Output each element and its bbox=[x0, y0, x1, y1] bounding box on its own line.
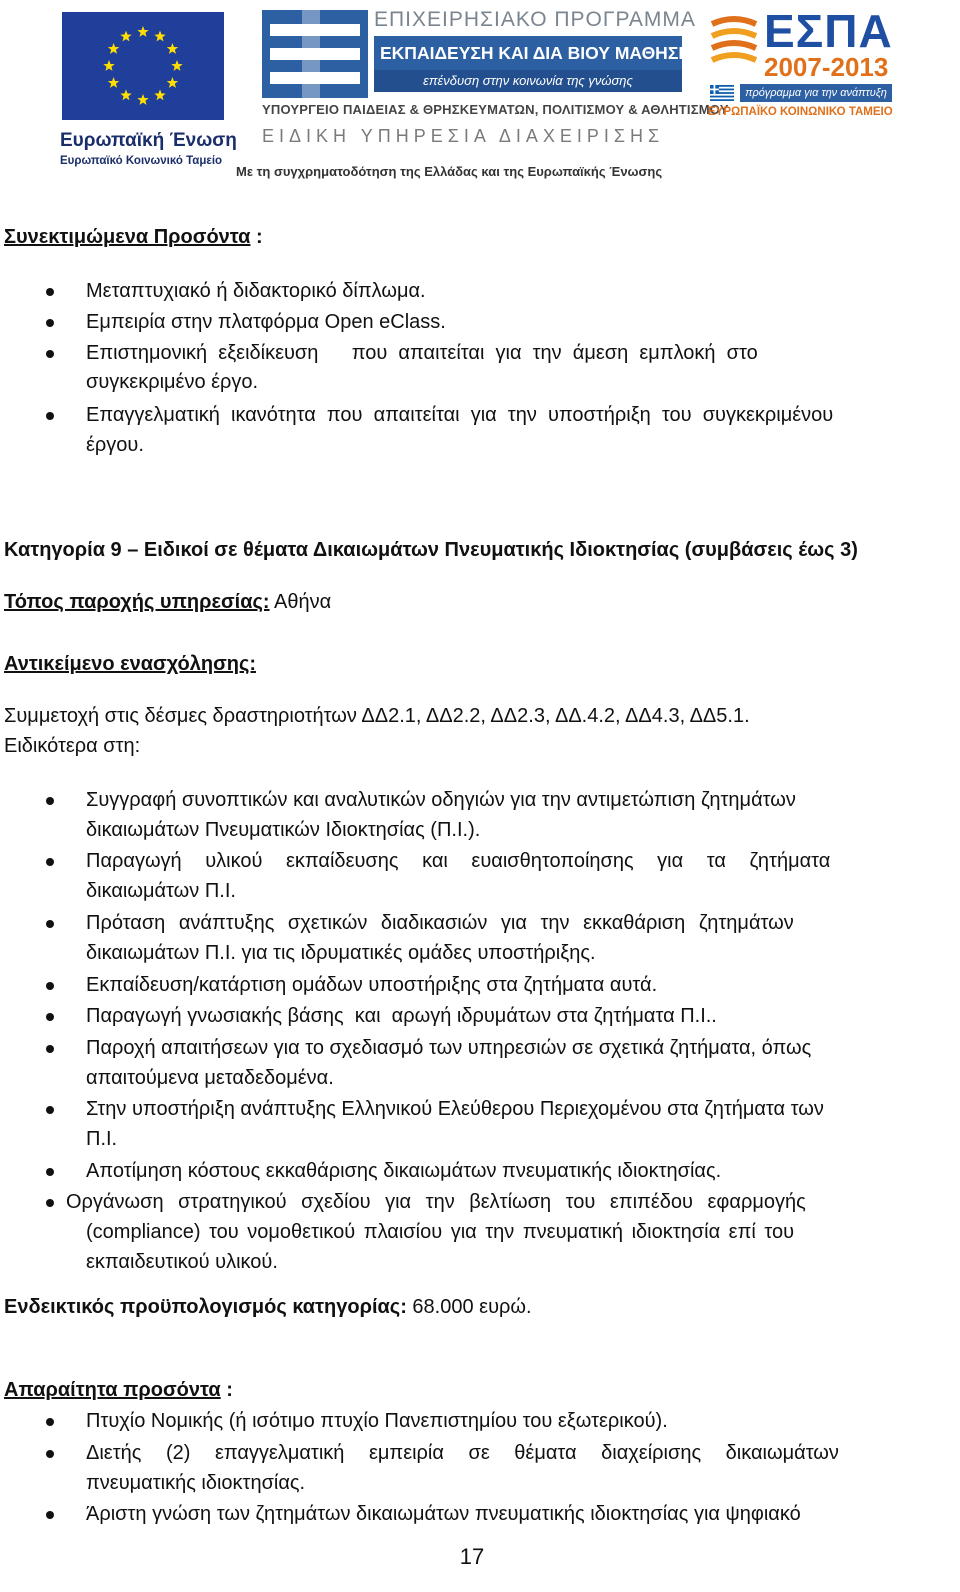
page-number: 17 bbox=[459, 1544, 485, 1569]
ministry-name: ΥΠΟΥΡΓΕΙΟ ΠΑΙΔΕΙΑΣ & ΘΡΗΣΚΕΥΜΑΤΩΝ, ΠΟΛΙΤΙΣΜΟΥ & ΑΘΛΗΤΙΣΜΟΥ bbox=[262, 102, 729, 117]
bullet-icon bbox=[46, 797, 54, 805]
task-item: Παραγωγή γνωσιακής βάσης και αρωγή ιδρυμάτων στα ζητήματα Π.Ι.. bbox=[86, 1005, 717, 1027]
task-item-continuation: δικαιωμάτων Π.Ι. για τις ιδρυματικές ομάδες υποστήριξης. bbox=[86, 942, 596, 964]
eu-fund: Ευρωπαϊκό Κοινωνικό Ταμείο bbox=[60, 155, 223, 167]
task-item: Αποτίμηση κόστους εκκαθάρισης δικαιωμάτων πνευματικής ιδιοκτησίας. bbox=[86, 1160, 722, 1182]
espa-stripes-icon bbox=[708, 14, 760, 72]
location-label: Τόπος παροχής υπηρεσίας: bbox=[4, 591, 270, 613]
bullet-icon bbox=[46, 1013, 54, 1021]
eu-logo bbox=[58, 8, 237, 168]
programme-name-band bbox=[374, 36, 691, 70]
budget-label: Ενδεικτικός προϋπολογισμός κατηγορίας: bbox=[4, 1296, 407, 1318]
task-item-continuation: απαιτούμενα μεταδεδομένα. bbox=[86, 1067, 334, 1089]
cofunding-note: Με τη συγχρηματοδότηση της Ελλάδας και της Ευρωπαϊκής Ένωσης bbox=[236, 164, 663, 179]
object-heading: Αντικείμενο ενασχόλησης: bbox=[4, 653, 257, 675]
task-item: Παροχή απαιτήσεων για το σχεδιασμό των υπηρεσιών σε σχετικά ζητήματα, όπως bbox=[86, 1037, 812, 1059]
location-value: Αθήνα bbox=[269, 591, 332, 613]
eu-flag-icon bbox=[62, 12, 224, 120]
required-heading: Απαραίτητα προσόντα : bbox=[4, 1379, 233, 1401]
programme-name: ΕΚΠΑΙΔΕΥΣΗ ΚΑΙ ΔΙΑ ΒΙΟΥ ΜΑΘΗΣΗ bbox=[380, 43, 691, 63]
intro-line: Συμμετοχή στις δέσμες δραστηριοτήτων ΔΔ2.1, ΔΔ2.2, ΔΔ2.3, ΔΔ.4.2, ΔΔ4.3, ΔΔ5.1. bbox=[4, 705, 750, 727]
location-line bbox=[4, 590, 331, 614]
task-item-continuation: Π.Ι. bbox=[86, 1128, 118, 1150]
list-item: Διετής (2) επαγγελματική εμπειρία σε θέματα διαχείρισης δικαιωμάτων bbox=[86, 1442, 839, 1464]
espa-logo bbox=[708, 5, 898, 128]
espa-fund: ΕΥΡΩΠΑΪΚΟ ΚΟΙΝΩΝΙΚΟ ΤΑΜΕΙΟ bbox=[708, 106, 893, 118]
list-item: Επαγγελματική ικανότητα που απαιτείται για την υποστήριξη του συγκεκριμένου bbox=[86, 404, 834, 426]
task-item: Στην υποστήριξη ανάπτυξης Ελληνικού Ελεύθερου Περιεχομένου στα ζητήματα των bbox=[86, 1098, 824, 1120]
bullet-icon bbox=[46, 982, 54, 990]
bullet-icon bbox=[46, 1418, 54, 1426]
espa-name: ΕΣΠΑ bbox=[764, 5, 893, 57]
bullet-icon bbox=[46, 1045, 54, 1053]
budget-line bbox=[4, 1295, 532, 1319]
task-item-continuation: δικαιωμάτων Π.Ι. bbox=[86, 880, 236, 902]
bullet-icon bbox=[46, 288, 54, 296]
list-item: Άριστη γνώση των ζητημάτων δικαιωμάτων πνευματικής ιδιοκτησίας για ψηφιακό bbox=[86, 1503, 801, 1525]
task-item-continuation: εκπαιδευτικού υλικού. bbox=[86, 1251, 278, 1273]
espa-tagline: πρόγραμμα για την ανάπτυξη bbox=[740, 84, 892, 102]
greek-flag-icon bbox=[710, 85, 734, 101]
eu-name: Ευρωπαϊκή Ένωση bbox=[60, 130, 237, 151]
intro-line: Ειδικότερα στη: bbox=[4, 735, 141, 757]
bullet-icon bbox=[46, 858, 54, 866]
managing-authority: ΕΙΔΙΚΗ ΥΠΗΡΕΣΙΑ ΔΙΑΧΕΙΡΙΣΗΣ bbox=[262, 126, 665, 146]
list-item: Μεταπτυχιακό ή διδακτορικό δίπλωμα. bbox=[86, 280, 426, 302]
header-logos bbox=[0, 0, 960, 190]
task-item-continuation: (compliance) του νομοθετικού πλαισίου για την πνευματική ιδιοκτησία επί του bbox=[86, 1221, 795, 1243]
bullet-icon bbox=[46, 920, 54, 928]
task-item: Οργάνωση στρατηγικού σχεδίου για την βελτίωση του επιπέδου εφαρμογής bbox=[66, 1191, 806, 1213]
programme-slogan: επένδυση στην κοινωνία της γνώσης bbox=[374, 70, 682, 92]
bullet-icon bbox=[46, 1168, 54, 1176]
bullet-icon bbox=[46, 412, 54, 420]
budget-value: 68.000 ευρώ. bbox=[406, 1296, 532, 1318]
espa-years: 2007-2013 bbox=[764, 52, 889, 82]
list-item: Επιστημονική εξειδίκευση που απαιτείται για την άμεση εμπλοκή στο bbox=[86, 342, 758, 364]
list-item: Εμπειρία στην πλατφόρμα Open eClass. bbox=[86, 311, 446, 333]
programme-logo bbox=[236, 6, 729, 182]
bullet-icon bbox=[46, 1450, 54, 1458]
bullet-icon bbox=[46, 1511, 54, 1519]
list-item-continuation: πνευματικής ιδιοκτησίας. bbox=[86, 1472, 306, 1494]
list-item-continuation: συγκεκριμένο έργο. bbox=[86, 371, 259, 393]
task-item: Παραγωγή υλικού εκπαίδευσης και ευαισθητοποίησης για τα ζητήματα bbox=[86, 850, 831, 872]
task-item-continuation: δικαιωμάτων Πνευματικών Ιδιοκτησίας (Π.Ι.). bbox=[86, 819, 481, 841]
programme-mark-icon bbox=[262, 10, 368, 98]
desirable-heading: Συνεκτιμώμενα Προσόντα : bbox=[4, 226, 263, 248]
task-item: Εκπαίδευση/κατάρτιση ομάδων υποστήριξης στα ζητήματα αυτά. bbox=[86, 974, 658, 996]
bullet-icon bbox=[46, 350, 54, 358]
task-item: Πρόταση ανάπτυξης σχετικών διαδικασιών για την εκκαθάριση ζητημάτων bbox=[86, 912, 794, 934]
bullet-icon bbox=[46, 319, 54, 327]
task-item: Συγγραφή συνοπτικών και αναλυτικών οδηγιών για την αντιμετώπιση ζητημάτων bbox=[86, 789, 796, 811]
category-title: Κατηγορία 9 – Ειδικοί σε θέματα Δικαιωμάτων Πνευματικής Ιδιοκτησίας (συμβάσεις έως 3) bbox=[4, 539, 858, 561]
programme-title: ΕΠΙΧΕΙΡΗΣΙΑΚΟ ΠΡΟΓΡΑΜΜΑ bbox=[374, 8, 696, 31]
list-item: Πτυχίο Νομικής (ή ισότιμο πτυχίο Πανεπιστημίου του εξωτερικού). bbox=[86, 1410, 668, 1432]
bullet-icon bbox=[46, 1199, 54, 1207]
bullet-icon bbox=[46, 1106, 54, 1114]
list-item-continuation: έργου. bbox=[86, 434, 144, 456]
